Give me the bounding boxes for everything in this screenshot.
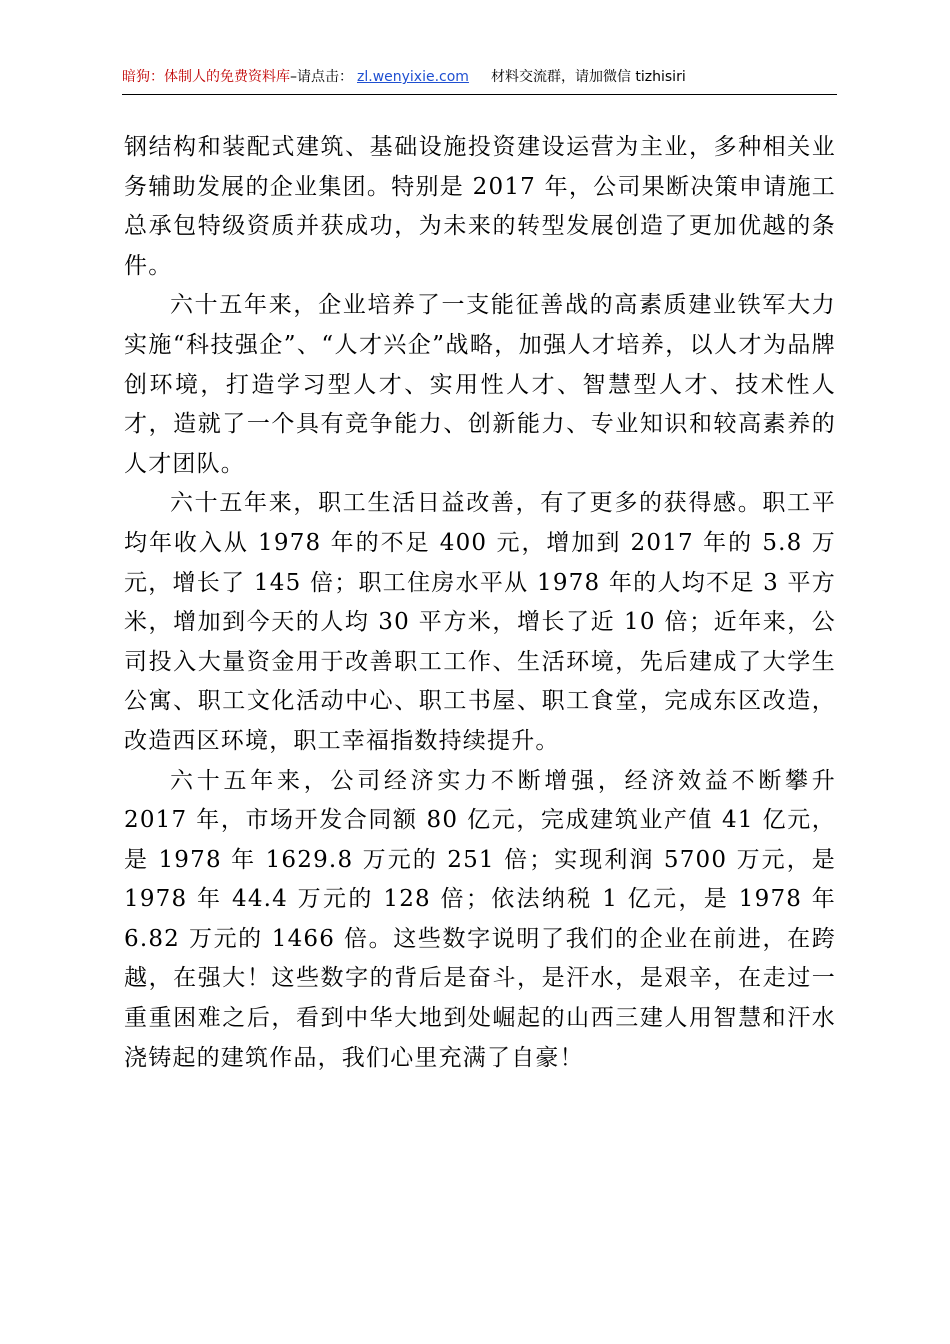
paragraph: 六十五年来，公司经济实力不断增强，经济效益不断攀升 2017 年，市场开发合同额 80 亿元，完成建筑业产值 41 亿元，是 1978 年 1629.8 万元的 251 倍；实现利润 5700 万元，是 1978 年 44.4 万元的 128 倍；依法纳税 1 亿元，是 1978 年 6.82 万元的 1466 倍。这些数字说明了我们的企业在前进，在跨越，在强大！这些数字的背后是奋斗，是汗水，是艰辛，在走过一重重困难之后，看到中华大地到处崛起的山西三建人用智慧和汗水浇铸起的建筑作品，我们心里充满了自豪！: [124, 767, 836, 1071]
paragraph: 六十五年来，企业培养了一支能征善战的高素质建业铁军大力实施“科技强企”、“人才兴企”战略，加强人才培养，以人才为品牌创环境，打造学习型人才、实用性人才、智慧型人才、技术性人才，造就了一个具有竞争能力、创新能力、专业知识和较高素养的人才团队。: [124, 292, 836, 477]
document-body: [124, 128, 836, 1078]
header-promo-text: 暗狗：体制人的免费资料库: [122, 69, 290, 85]
paragraph: 六十五年来，职工生活日益改善，有了更多的获得感。职工平均年收入从 1978 年的不足 400 元，增加到 2017 年的 5.8 万元，增长了 145 倍；职工住房水平从 1978 年的人均不足 3 平方米，增加到今天的人均 30 平方米，增长了近 10 倍；近年来，公司投入大量资金用于改善职工工作、生活环境，先后建成了大学生公寓、职工文化活动中心、职工书屋、职工食堂，完成东区改造，改造西区环境，职工幸福指数持续提升。: [124, 490, 836, 754]
header-contact-text: 材料交流群，请加微信 tizhisiri: [490, 69, 686, 85]
header-link[interactable]: zl.wenyixie.com: [357, 69, 469, 85]
page-header: [122, 66, 837, 92]
header-separator: –请点击：: [290, 69, 353, 85]
header-divider: [122, 94, 837, 95]
paragraph: 钢结构和装配式建筑、基础设施投资建设运营为主业，多种相关业务辅助发展的企业集团。特别是 2017 年，公司果断决策申请施工总承包特级资质并获成功，为未来的转型发展创造了更加优越的条件。: [124, 134, 836, 279]
